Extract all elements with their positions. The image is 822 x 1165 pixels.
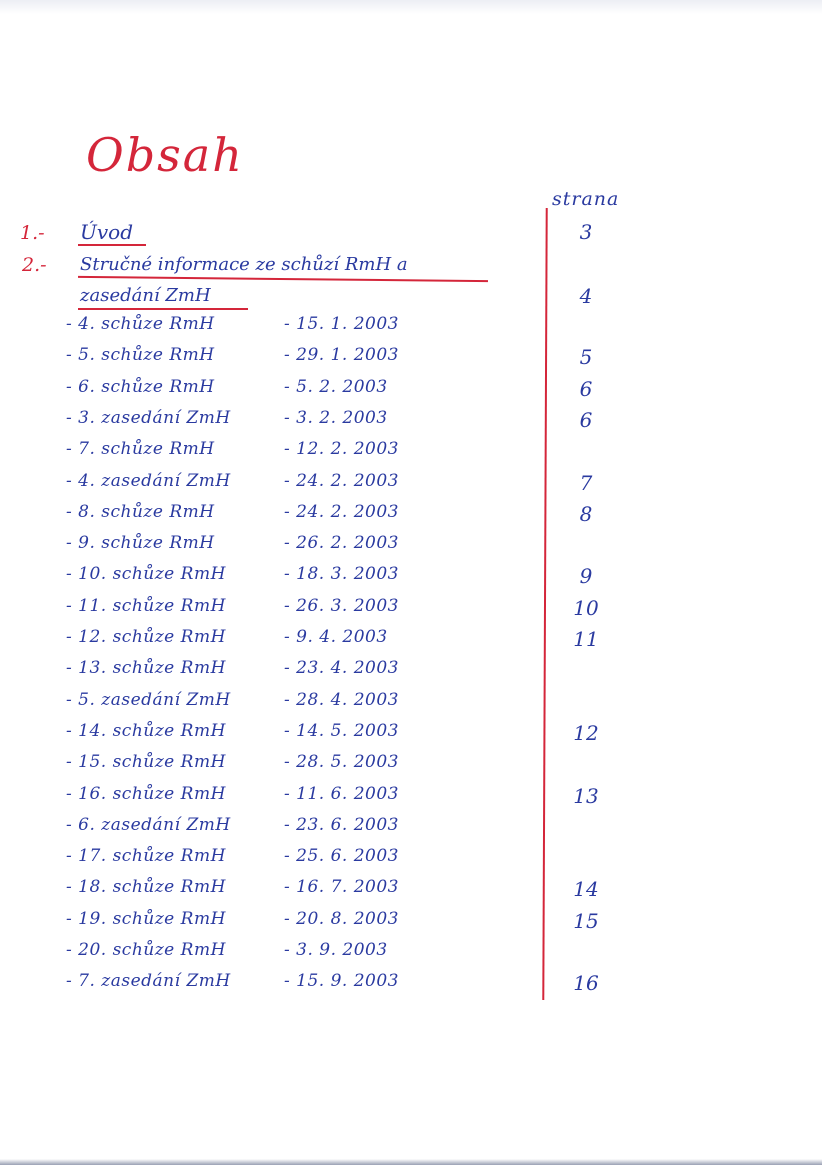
toc-entry-date: - 23. 6. 2003	[284, 814, 399, 835]
toc-entry-page: 5	[579, 345, 593, 370]
toc-entry	[0, 533, 822, 563]
section-1-title: Úvod	[80, 220, 133, 244]
toc-entry	[0, 658, 822, 688]
toc-entry-page: 11	[573, 627, 599, 651]
toc-entry-label: - 6. schůze RmH	[66, 376, 215, 397]
section-2-underline-1	[78, 276, 488, 282]
section-2-underline-2	[78, 308, 248, 310]
toc-entry-page: 6	[579, 376, 593, 401]
toc-entry	[0, 627, 822, 657]
section-2-page: 4	[579, 284, 593, 308]
toc-entry	[0, 909, 822, 939]
toc-entry	[0, 971, 822, 1001]
toc-entry	[0, 314, 822, 344]
toc-entry-page: 8	[579, 501, 593, 526]
toc-entry-page: 15	[573, 908, 599, 933]
toc-entry-label: - 11. schůze RmH	[66, 595, 226, 616]
toc-entry-label: - 7. zasedání ZmH	[66, 971, 231, 992]
toc-entry-date: - 20. 8. 2003	[284, 908, 399, 929]
toc-entry	[0, 439, 822, 469]
toc-entry-page: 7	[579, 470, 593, 495]
toc-entry-date: - 26. 3. 2003	[284, 595, 399, 616]
toc-entry-label: - 9. schůze RmH	[66, 533, 215, 554]
toc-entry-date: - 12. 2. 2003	[284, 439, 399, 460]
toc-entry-date: - 24. 2. 2003	[284, 470, 399, 491]
toc-entry	[0, 502, 822, 532]
toc-entry-label: - 7. schůze RmH	[66, 439, 215, 460]
toc-entry	[0, 877, 822, 907]
toc-entry-date: - 9. 4. 2003	[284, 627, 388, 647]
toc-entry	[0, 940, 822, 970]
toc-entry-label: - 5. schůze RmH	[66, 345, 215, 366]
toc-entry-page: 12	[573, 720, 599, 745]
toc-entry-label: - 5. zasedání ZmH	[66, 689, 231, 710]
toc-entry-label: - 20. schůze RmH	[66, 940, 226, 960]
toc-entry	[0, 784, 822, 814]
toc-entry-label: - 17. schůze RmH	[66, 846, 226, 867]
toc-entry-date: - 15. 9. 2003	[284, 971, 399, 992]
toc-entry	[0, 721, 822, 751]
toc-entry	[0, 471, 822, 501]
toc-entry-date: - 3. 2. 2003	[284, 407, 388, 428]
toc-entry	[0, 815, 822, 845]
section-2-title-line-2: zasedání ZmH	[80, 285, 211, 306]
toc-entry-label: - 18. schůze RmH	[66, 877, 226, 898]
toc-entry-label: - 13. schůze RmH	[66, 658, 226, 679]
toc-entry	[0, 846, 822, 876]
page-column-header: strana	[552, 188, 620, 210]
toc-entry-page: 10	[573, 595, 599, 620]
section-2-number: 2.-	[22, 254, 47, 276]
toc-entry	[0, 345, 822, 375]
toc-entry-date: - 26. 2. 2003	[284, 533, 399, 554]
toc-entry-label: - 4. schůze RmH	[66, 314, 215, 334]
toc-entry-date: - 28. 5. 2003	[284, 752, 399, 773]
toc-entry-label: - 15. schůze RmH	[66, 752, 226, 773]
toc-entry-label: - 10. schůze RmH	[66, 564, 226, 585]
toc-entry-date: - 16. 7. 2003	[284, 877, 399, 898]
toc-entry-label: - 6. zasedání ZmH	[66, 814, 231, 835]
toc-entry-label: - 4. zasedání ZmH	[66, 470, 231, 491]
toc-entry-label: - 16. schůze RmH	[66, 783, 226, 804]
page-title: Obsah	[86, 128, 244, 182]
section-1-underline	[78, 244, 146, 246]
toc-entry-label: - 14. schůze RmH	[66, 720, 226, 741]
toc-entry-date: - 18. 3. 2003	[284, 564, 399, 585]
toc-entry-label: - 12. schůze RmH	[66, 627, 226, 647]
toc-entry-page: 6	[579, 407, 593, 432]
toc-entry-page: 14	[573, 877, 599, 902]
toc-entry	[0, 564, 822, 594]
page-top-edge	[0, 0, 822, 14]
toc-entry-date: - 14. 5. 2003	[284, 720, 399, 741]
toc-entry-date: - 5. 2. 2003	[284, 376, 388, 397]
toc-entry-date: - 23. 4. 2003	[284, 658, 399, 679]
toc-entry-page: 9	[579, 564, 593, 589]
page-bottom-edge	[0, 1159, 822, 1165]
toc-entry-date: - 25. 6. 2003	[284, 846, 399, 867]
section-1-number: 1.-	[20, 222, 45, 244]
toc-entry-label: - 3. zasedání ZmH	[66, 407, 231, 428]
toc-entry	[0, 596, 822, 626]
section-2-title-line-1: Stručné informace ze schůzí RmH a	[80, 254, 408, 275]
section-1-page: 3	[579, 220, 593, 244]
toc-entry	[0, 690, 822, 720]
toc-entry-page: 13	[573, 783, 599, 808]
toc-entry-date: - 3. 9. 2003	[284, 940, 388, 960]
toc-entry-date: - 29. 1. 2003	[284, 345, 399, 366]
toc-entry-date: - 11. 6. 2003	[284, 783, 399, 804]
toc-entry	[0, 752, 822, 782]
toc-entry	[0, 408, 822, 438]
toc-entry	[0, 377, 822, 407]
toc-entry-date: - 15. 1. 2003	[284, 314, 399, 334]
toc-entry-page: 16	[573, 971, 599, 996]
toc-entry-date: - 28. 4. 2003	[284, 689, 399, 710]
toc-entry-date: - 24. 2. 2003	[284, 501, 399, 522]
toc-entry-label: - 8. schůze RmH	[66, 501, 215, 522]
toc-entry-label: - 19. schůze RmH	[66, 908, 226, 929]
